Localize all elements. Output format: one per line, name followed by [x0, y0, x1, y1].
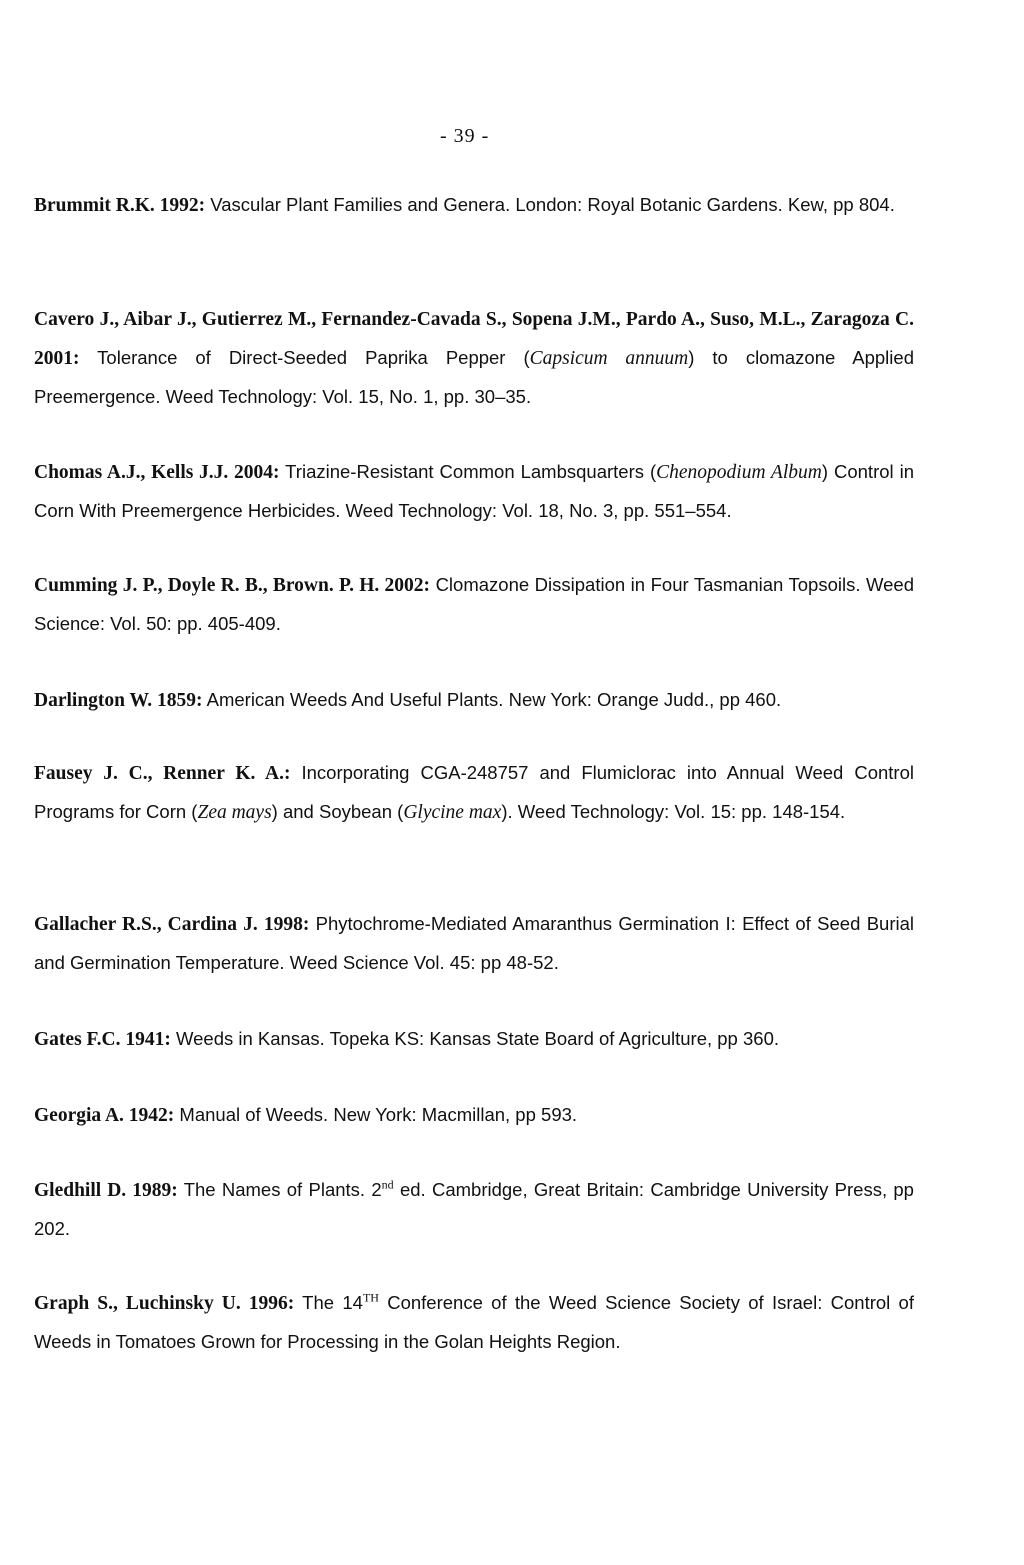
reference-text: Incorporating CGA-248757 and Flumiclorac into Annual Weed Control Programs for Corn (	[34, 762, 914, 822]
reference-text: Manual of Weeds. New York: Macmillan, pp 593.	[174, 1104, 578, 1125]
reference-year: 2004:	[234, 462, 280, 483]
page-number: - 39 -	[440, 125, 490, 147]
reference-year: 2001:	[34, 348, 80, 369]
reference-author: Fausey J. C., Renner K. A.	[34, 763, 284, 784]
reference-entry	[34, 301, 914, 417]
reference-year: 1989:	[132, 1180, 178, 1201]
ordinal-suffix: TH	[362, 1290, 379, 1305]
reference-entry	[34, 754, 914, 832]
reference-text: ). Weed Technology: Vol. 15: pp. 148-154.	[501, 801, 846, 822]
reference-year: 2002:	[384, 575, 431, 596]
reference-text: ed. Cambridge, Great Britain: Cambridge University Press, pp 202.	[34, 1179, 914, 1239]
reference-author: Darlington W.	[34, 690, 157, 711]
reference-author: Graph S., Luchinsky U.	[34, 1293, 249, 1314]
reference-text: The Names of Plants. 2	[177, 1179, 382, 1200]
reference-author: Georgia A.	[34, 1105, 129, 1126]
reference-entry	[34, 566, 914, 644]
species-name: Zea mays	[197, 802, 272, 823]
reference-text: Phytochrome-Mediated Amaranthus Germination I: Effect of Seed Burial and Germination Temperature. Weed Science Vol. 45: pp 48-52.	[34, 913, 915, 973]
reference-year: 1859:	[157, 690, 203, 711]
reference-entry	[34, 1171, 914, 1249]
reference-text: Weeds in Kansas. Topeka KS: Kansas State Board of Agriculture, pp 360.	[170, 1028, 779, 1049]
reference-entry	[34, 1020, 914, 1059]
reference-author: Gallacher R.S., Cardina J.	[34, 914, 264, 935]
reference-entry	[34, 453, 914, 531]
reference-year: 1941:	[125, 1029, 171, 1050]
reference-entry	[34, 186, 914, 225]
reference-text: ) and Soybean (	[271, 801, 404, 822]
reference-year: 1992:	[159, 195, 206, 216]
reference-year: 1942:	[128, 1105, 175, 1126]
reference-text: ) Control in Corn With Preemergence Herbicides. Weed Technology: Vol. 18, No. 3, pp. 551–554.	[34, 461, 915, 521]
ordinal-suffix: nd	[381, 1177, 394, 1192]
reference-text: The 14	[294, 1292, 363, 1313]
reference-author: Gates F.C.	[34, 1029, 126, 1050]
reference-entry	[34, 1284, 914, 1362]
reference-text: Vascular Plant Families and Genera. London: Royal Botanic Gardens. Kew, pp 804.	[205, 194, 895, 215]
reference-author: Gledhill D.	[34, 1180, 133, 1201]
reference-year: 1996:	[248, 1293, 295, 1314]
reference-year: :	[283, 763, 291, 784]
reference-author: Chomas A.J., Kells J.J.	[34, 462, 235, 483]
reference-text: ) to clomazone Applied Preemergence. Weed Technology: Vol. 15, No. 1, pp. 30–35.	[34, 347, 914, 407]
species-name: Chenopodium Album	[656, 462, 822, 483]
reference-author: Cumming J. P., Doyle R. B., Brown. P. H.	[34, 575, 385, 596]
reference-text: Clomazone Dissipation in Four Tasmanian Topsoils. Weed Science: Vol. 50: pp. 405-409.	[34, 574, 914, 634]
reference-author: Brummit R.K.	[34, 195, 160, 216]
reference-year: 1998:	[263, 914, 310, 935]
reference-text: Triazine-Resistant Common Lambsquarters (	[279, 461, 657, 482]
species-name: Glycine max	[403, 802, 502, 823]
reference-text: Tolerance of Direct-Seeded Paprika Pepper (	[79, 347, 530, 368]
reference-entry	[34, 905, 914, 983]
reference-entry	[34, 681, 914, 720]
reference-entry	[34, 1096, 914, 1135]
reference-text: Conference of the Weed Science Society of Israel: Control of Weeds in Tomatoes Grown for Processing in the Golan Heights Region.	[34, 1292, 914, 1352]
reference-text: American Weeds And Useful Plants. New York: Orange Judd., pp 460.	[202, 689, 782, 710]
reference-author: Cavero J., Aibar J., Gutierrez M., Fernandez-Cavada S., Sopena J.M., Pardo A., Suso, M.L., Zaragoza C.	[34, 309, 914, 330]
species-name: Capsicum annuum	[529, 348, 689, 369]
